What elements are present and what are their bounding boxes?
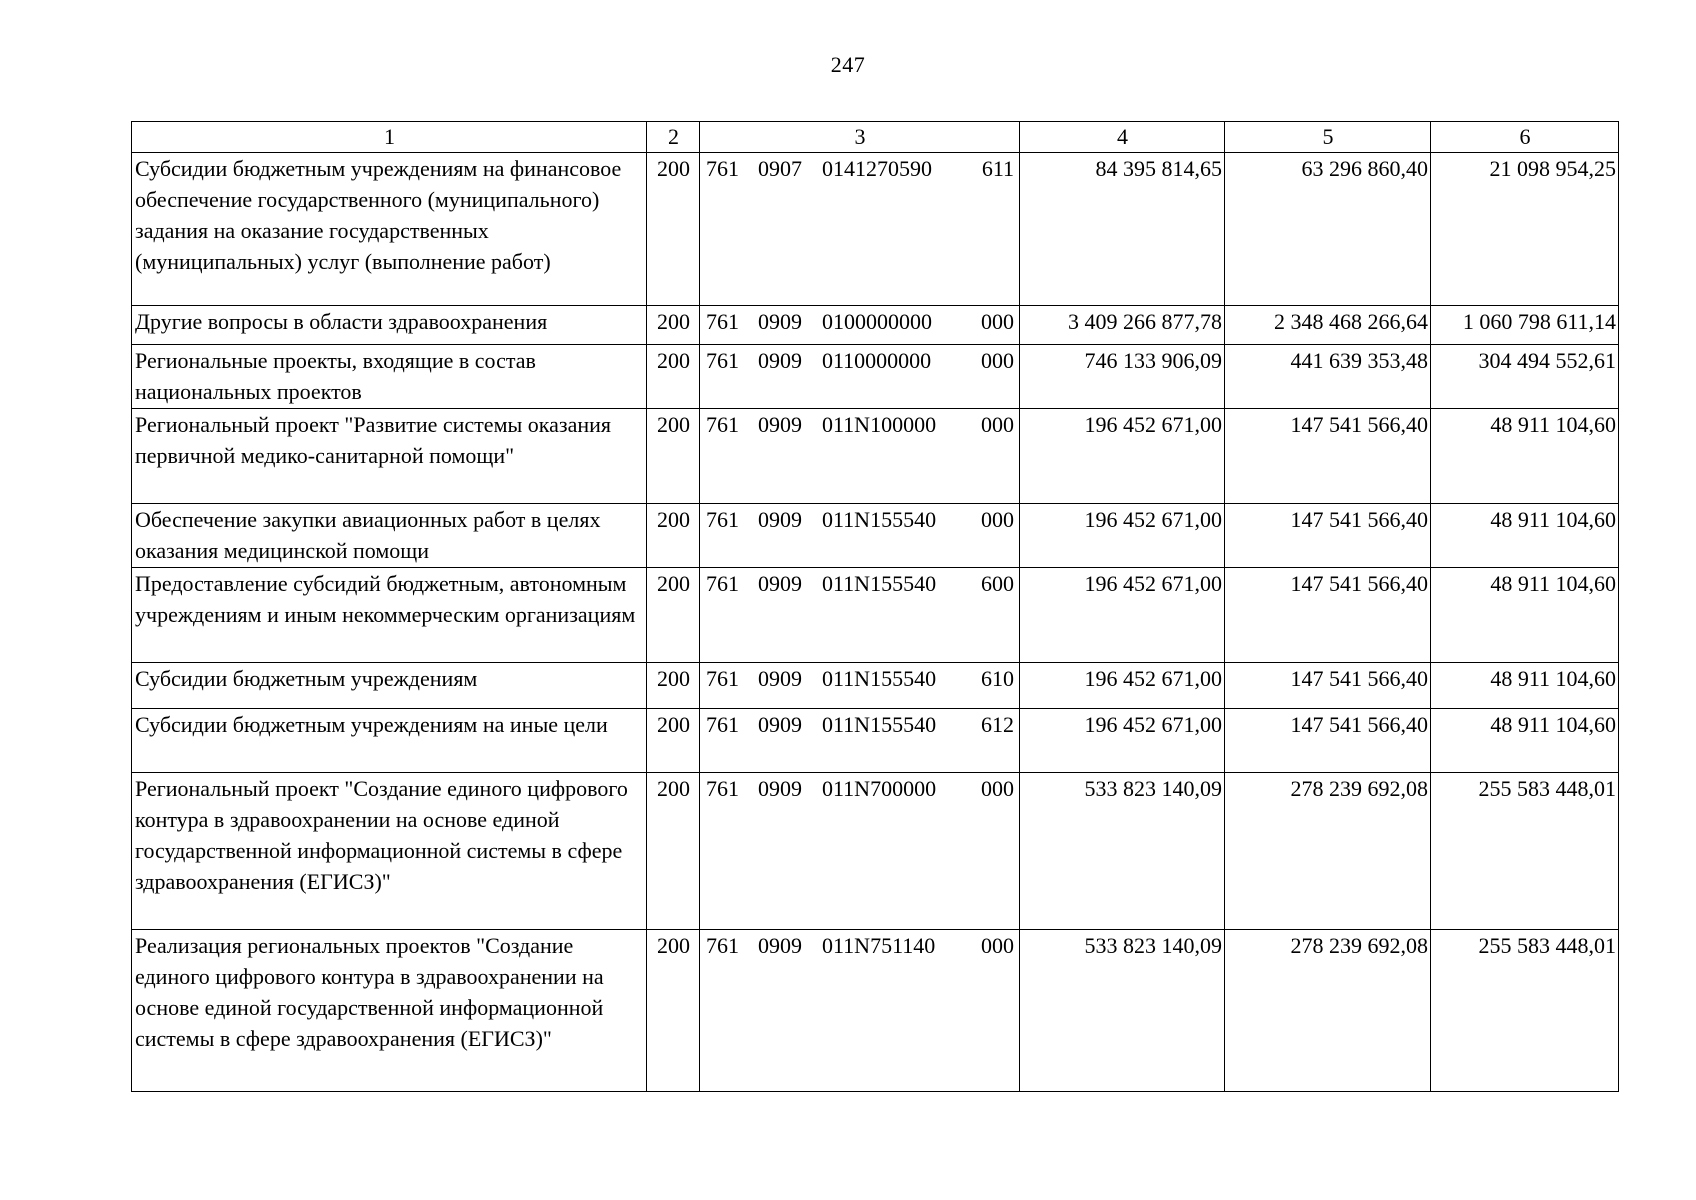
row-col4: 196 452 671,00 [1020, 568, 1225, 663]
row-col2: 200 [647, 709, 700, 773]
code-target: 0110000000 [822, 348, 932, 373]
table-row [132, 773, 1619, 930]
row-col5: 2 348 468 266,64 [1225, 306, 1431, 345]
code-target: 011N751140 [822, 933, 936, 958]
row-col4: 196 452 671,00 [1020, 409, 1225, 504]
header-cell: 2 [647, 122, 700, 153]
row-col2: 200 [647, 345, 700, 409]
code-section: 0909 [758, 933, 802, 958]
code-department: 761 [706, 309, 739, 334]
table-row [132, 409, 1619, 504]
code-target: 011N155540 [822, 571, 937, 596]
code-department: 761 [706, 571, 739, 596]
table-row [132, 568, 1619, 663]
row-code [700, 345, 1020, 409]
code-expense-type: 000 [981, 507, 1014, 532]
budget-table [131, 121, 1619, 1092]
row-col2: 200 [647, 409, 700, 504]
code-section: 0909 [758, 412, 802, 437]
code-expense-type: 000 [981, 309, 1014, 334]
row-col2: 200 [647, 930, 700, 1092]
row-name: Субсидии бюджетным учреждениям на иные цели [132, 709, 647, 773]
table-header-row [132, 122, 1619, 153]
row-code [700, 306, 1020, 345]
code-department: 761 [706, 776, 739, 801]
row-name: Региональные проекты, входящие в состав национальных проектов [132, 345, 647, 409]
header-cell: 5 [1225, 122, 1431, 153]
table-row [132, 663, 1619, 709]
code-section: 0909 [758, 507, 802, 532]
row-col5: 278 239 692,08 [1225, 930, 1431, 1092]
code-section: 0909 [758, 348, 802, 373]
row-name: Реализация региональных проектов "Создание единого цифрового контура в здравоохранении на основе единой государственной информационной системы в сфере здравоохранения (ЕГИСЗ)" [132, 930, 647, 1092]
row-code [700, 709, 1020, 773]
code-target: 011N155540 [822, 507, 937, 532]
header-cell: 1 [132, 122, 647, 153]
row-col4: 196 452 671,00 [1020, 504, 1225, 568]
row-col5: 147 541 566,40 [1225, 709, 1431, 773]
code-department: 761 [706, 348, 739, 373]
row-col6: 48 911 104,60 [1431, 409, 1619, 504]
row-code [700, 773, 1020, 930]
code-section: 0909 [758, 776, 802, 801]
page-number: 247 [830, 52, 866, 77]
row-col6: 48 911 104,60 [1431, 568, 1619, 663]
row-col2: 200 [647, 153, 700, 306]
code-expense-type: 612 [981, 712, 1014, 737]
row-name: Предоставление субсидий бюджетным, автономным учреждениям и иным некоммерческим организациям [132, 568, 647, 663]
row-code [700, 568, 1020, 663]
row-col6: 48 911 104,60 [1431, 663, 1619, 709]
row-code [700, 930, 1020, 1092]
code-department: 761 [706, 712, 739, 737]
code-target: 011N155540 [822, 666, 937, 691]
row-col4: 196 452 671,00 [1020, 709, 1225, 773]
row-col2: 200 [647, 773, 700, 930]
code-expense-type: 000 [981, 348, 1014, 373]
code-target: 011N700000 [822, 776, 937, 801]
code-target: 0141270590 [822, 156, 932, 181]
row-col4: 533 823 140,09 [1020, 930, 1225, 1092]
code-department: 761 [706, 412, 739, 437]
code-target: 0100000000 [822, 309, 932, 334]
code-department: 761 [706, 933, 739, 958]
row-col4: 3 409 266 877,78 [1020, 306, 1225, 345]
row-col6: 48 911 104,60 [1431, 504, 1619, 568]
code-section: 0909 [758, 666, 802, 691]
row-name: Региональный проект "Создание единого цифрового контура в здравоохранении на основе единой государственной информационной системы в сфере здравоохранения (ЕГИСЗ)" [132, 773, 647, 930]
row-col6: 1 060 798 611,14 [1431, 306, 1619, 345]
row-col6: 255 583 448,01 [1431, 773, 1619, 930]
code-expense-type: 000 [981, 776, 1014, 801]
code-section: 0907 [758, 156, 802, 181]
code-department: 761 [706, 156, 739, 181]
row-col5: 147 541 566,40 [1225, 663, 1431, 709]
row-col6: 255 583 448,01 [1431, 930, 1619, 1092]
code-expense-type: 600 [981, 571, 1014, 596]
row-col6: 21 098 954,25 [1431, 153, 1619, 306]
row-name: Обеспечение закупки авиационных работ в целях оказания медицинской помощи [132, 504, 647, 568]
row-col5: 278 239 692,08 [1225, 773, 1431, 930]
row-col6: 48 911 104,60 [1431, 709, 1619, 773]
code-department: 761 [706, 507, 739, 532]
row-code [700, 409, 1020, 504]
row-code [700, 663, 1020, 709]
row-name: Другие вопросы в области здравоохранения [132, 306, 647, 345]
row-col2: 200 [647, 568, 700, 663]
row-col5: 147 541 566,40 [1225, 504, 1431, 568]
header-cell: 4 [1020, 122, 1225, 153]
row-name: Региональный проект "Развитие системы оказания первичной медико-санитарной помощи" [132, 409, 647, 504]
table-row [132, 345, 1619, 409]
table-row [132, 709, 1619, 773]
row-col5: 147 541 566,40 [1225, 409, 1431, 504]
code-expense-type: 611 [981, 156, 1014, 181]
row-code [700, 153, 1020, 306]
row-col2: 200 [647, 504, 700, 568]
code-target: 011N100000 [822, 412, 937, 437]
row-col4: 746 133 906,09 [1020, 345, 1225, 409]
row-col6: 304 494 552,61 [1431, 345, 1619, 409]
table-row [132, 306, 1619, 345]
header-cell: 3 [700, 122, 1020, 153]
code-department: 761 [706, 666, 739, 691]
row-code [700, 504, 1020, 568]
code-expense-type: 000 [981, 933, 1014, 958]
row-col4: 84 395 814,65 [1020, 153, 1225, 306]
table-row [132, 153, 1619, 306]
code-section: 0909 [758, 712, 802, 737]
table-row [132, 930, 1619, 1092]
table-row [132, 504, 1619, 568]
row-col5: 441 639 353,48 [1225, 345, 1431, 409]
row-name: Субсидии бюджетным учреждениям [132, 663, 647, 709]
row-col4: 196 452 671,00 [1020, 663, 1225, 709]
code-section: 0909 [758, 309, 802, 334]
row-col2: 200 [647, 663, 700, 709]
row-col5: 63 296 860,40 [1225, 153, 1431, 306]
row-col5: 147 541 566,40 [1225, 568, 1431, 663]
header-cell: 6 [1431, 122, 1619, 153]
row-col4: 533 823 140,09 [1020, 773, 1225, 930]
code-expense-type: 610 [981, 666, 1014, 691]
row-name: Субсидии бюджетным учреждениям на финансовое обеспечение государственного (муниципального) задания на оказание государственных (муниципальных) услуг (выполнение работ) [132, 153, 647, 306]
code-target: 011N155540 [822, 712, 937, 737]
code-expense-type: 000 [981, 412, 1014, 437]
code-section: 0909 [758, 571, 802, 596]
row-col2: 200 [647, 306, 700, 345]
